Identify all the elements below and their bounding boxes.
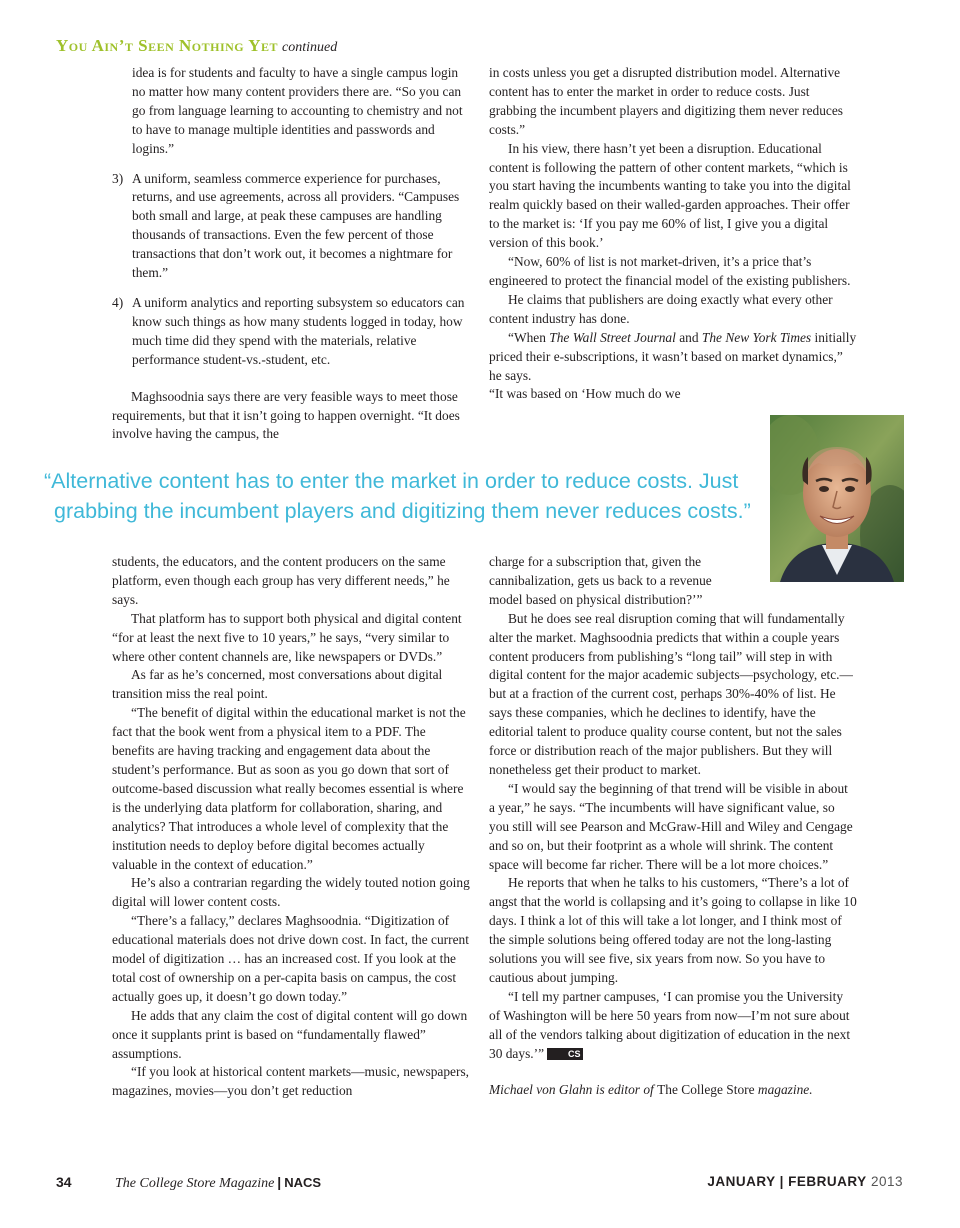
page-number: 34: [56, 1174, 72, 1190]
body-paragraph: Maghsoodnia says there are very feasible ways to meet those requirements, but that it isn’t going to happen overnight. “It does involve having the campus, the: [112, 388, 460, 442]
list-item-2-continued: idea is for students and faculty to have a single campus login no matter how many content providers there are. “So you can go from language learning to accounting to chemistry and not to have to manage multiple identities and passwords and logins.”: [132, 65, 463, 156]
body-paragraph: charge for a subscription that, given the cannibalization, gets us back to a revenue model based on physical distribution?’”: [489, 554, 712, 607]
body-paragraph: in costs unless you get a disrupted distribution model. Alternative content has to enter the market in order to reduce costs. Just grabbing the incumbent players and digitizing them never reduces costs.”: [489, 65, 843, 137]
issue-date: JANUARY | FEBRUARY 2013: [707, 1174, 903, 1189]
body-paragraph: That platform has to support both physical and digital content “for at least the next five to 10 years,” he says, “very similar to where other content channels are, like newspapers or DVDs.”: [112, 610, 462, 664]
running-head: [56, 36, 337, 56]
list-number: 4): [112, 294, 124, 310]
author-byline: Michael von Glahn is editor of The College Store magazine.: [489, 1082, 813, 1098]
running-head-title: You Ain’t Seen Nothing Yet: [56, 36, 279, 55]
body-paragraph: “There’s a fallacy,” declares Maghsoodnia. “Digitization of educational materials does not drive down cost. In fact, the current model of digitization … has an increased cost. If you look at the total cost of ownership on a per-capita basis on campus, the cost actually goes up, it doesn’t go down today.”: [112, 913, 469, 1004]
body-paragraph: “When The Wall Street Journal and The New York Times initially priced their e-subscriptions, it wasn’t based on market dynamics,” he says.: [489, 329, 857, 383]
list-number: 3): [112, 170, 124, 186]
list-item-3: [112, 170, 470, 283]
pull-quote: [44, 466, 764, 526]
body-paragraph: In his view, there hasn’t yet been a disruption. Educational content is following the pattern of other content markets, “which is you start having the incumbents wanting to take you into the digital realm quickly based on their walled-garden approaches. Their offer to the market is: ‘If you pay me 60% of list, I give you a digital version of this book.’: [489, 140, 851, 251]
body-paragraph: “It was based on ‘How much do we: [489, 386, 681, 402]
body-paragraph: He adds that any claim the cost of digital content will go down once it supplants print is based on “fundamentally flawed” assumptions.: [112, 1007, 468, 1061]
body-paragraph: He claims that publishers are doing exactly what every other content industry has done.: [489, 291, 833, 326]
pull-quote-line: grabbing the incumbent players and digitizing them never reduces costs.”: [54, 499, 751, 523]
publication-title: The New York Times: [701, 329, 812, 345]
page-footer: [0, 1174, 960, 1194]
list-text: A uniform, seamless commerce experience for purchases, returns, and use agreements, across all providers. “Campuses both small and large, at peak these campuses are handling thousands of transactions. Even the few percent of those transactions that don’t work out, it becomes a nightmare for them.”: [132, 170, 460, 281]
body-paragraph: “I tell my partner campuses, ‘I can promise you the University of Washington will be here 50 years from now—I’m not sure about all of the vendors talking about digitization of education in the next 30 days.’” CS: [489, 988, 851, 1061]
body-paragraph: students, the educators, and the content producers on the same platform, even though each group has very different needs,” he says.: [112, 554, 450, 607]
end-mark-icon: CS: [547, 1048, 583, 1060]
upper-left-column: [112, 64, 470, 444]
magazine-name: The College Store Magazine | NACS: [115, 1174, 322, 1191]
body-paragraph: “The benefit of digital within the educational market is not the fact that the book went from a physical item to a PDF. The benefits are having tracking and engagement data about the student’s performance. But as soon as you go down that sort of outcome-based discussion what really becomes essential is where is the underlying data platform for collaboration, sharing, and analytics? That introduces a whole level of complexity that the institution needs to deploy before digital becomes actually valuable in the context of education.”: [112, 705, 466, 872]
body-paragraph: “If you look at historical content markets—music, newspapers, magazines, movies—you don’t get reduction: [112, 1064, 470, 1099]
body-paragraph: “Now, 60% of list is not market-driven, it’s a price that’s engineered to protect the financial model of the existing publishers.: [489, 254, 851, 288]
pull-quote-line: “Alternative content has to enter the market in order to reduce costs. Just: [44, 469, 739, 493]
list-text: A uniform analytics and reporting subsystem so educators can know such things as how many students logged in today, how much time did they spend with the materials, relative performance student-vs.-student, etc.: [132, 294, 465, 367]
body-paragraph: “I would say the beginning of that trend will be visible in about a year,” he says. “The incumbents will have significant value, so you still will see Pearson and McGraw-Hill and Wiley and Cengage and so on, but their footprint as a whole will shrink. The content space will become far richer. There will be a lot more choices.”: [489, 780, 853, 872]
body-paragraph: As far as he’s concerned, most conversations about digital transition miss the real point.: [112, 667, 443, 702]
organization: NACS: [284, 1175, 322, 1190]
publication-title: The Wall Street Journal: [549, 329, 676, 345]
body-paragraph: He reports that when he talks to his customers, “There’s a lot of angst that the world is collapsing and it’s going to collapse in like 10 days. I think a lot of this will take a lot longer, and I think most of the simple solutions being offered today are not the long-lasting solutions you will see five, six years from now. So you have to cautious about jumping.: [489, 875, 857, 985]
body-paragraph: But he does see real disruption coming that will fundamentally alter the market. Maghsoodnia predicts that within a couple years content producers from publishing’s “long tail” will step in with digital content for the major academic subjects—psychology, etc.—but at a fraction of the current cost, perhaps 30%-40% of list. He says these companies, which he declines to identify, have the editorial talent to produce quality course content, but not the sales force or distribution reach of the major publishers. But they will nonetheless get their product to market.: [489, 610, 853, 777]
lower-right-column: [489, 553, 857, 1100]
list-item-4: [112, 294, 470, 370]
body-paragraph: He’s also a contrarian regarding the widely touted notion going digital will lower content costs.: [112, 875, 470, 910]
lower-left-column: [112, 553, 470, 1101]
upper-right-column: [489, 64, 857, 404]
running-head-continued: continued: [282, 40, 338, 55]
